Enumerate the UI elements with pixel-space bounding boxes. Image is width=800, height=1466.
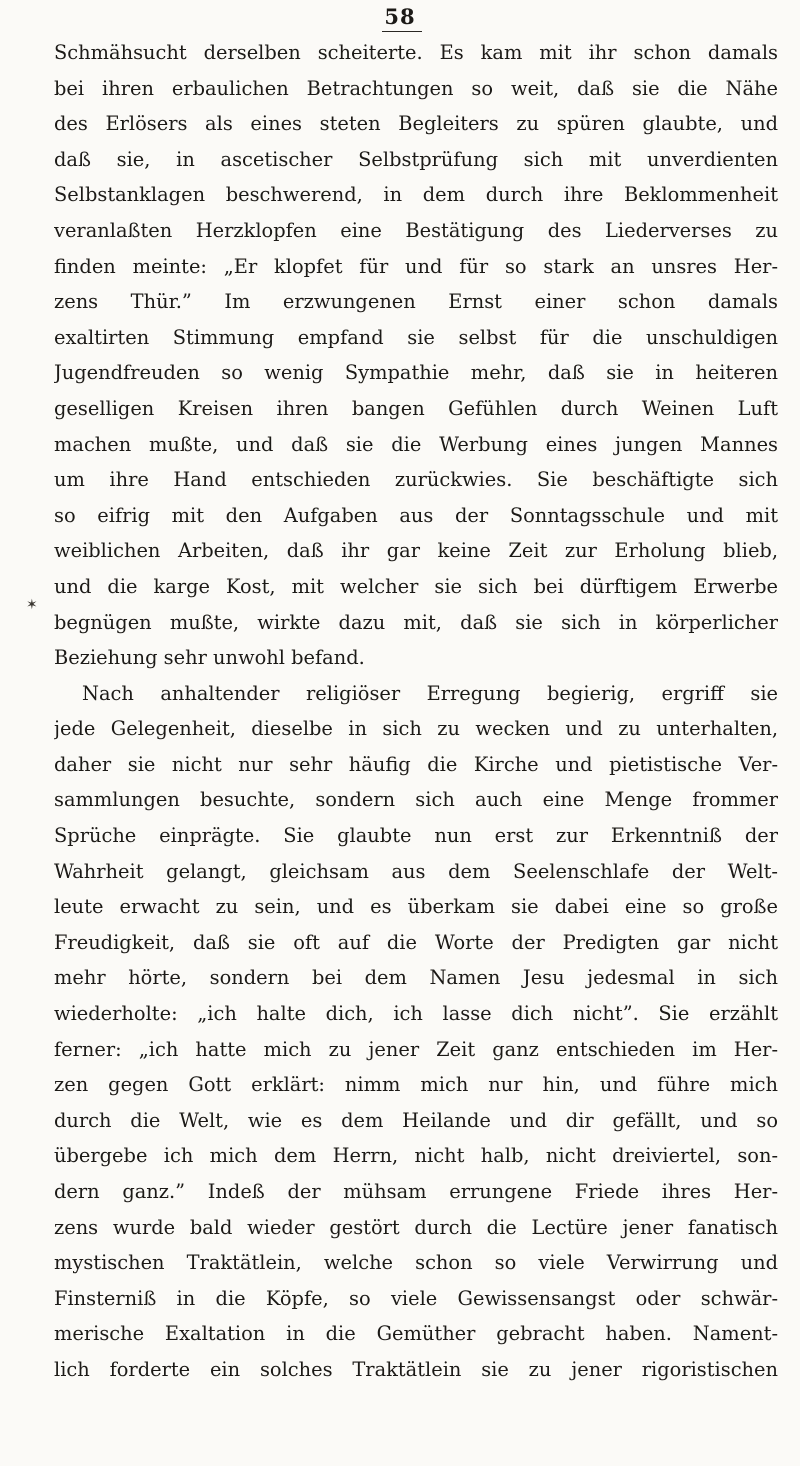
text-line: daher sie nicht nur sehr häufig die Kirche und pietistische Ver- [54,752,778,776]
text-line: exaltirten Stimmung empfand sie selbst für die unschuldigen [54,325,778,349]
text-line: Beziehung sehr unwohl befand. [54,646,365,670]
page-number: 58 [384,4,416,29]
text-line: begnügen mußte, wirkte dazu mit, daß sie sich in körperlicher [54,610,778,634]
text-line: Nach anhaltender religiöser Erregung begierig, ergriff sie [82,681,778,705]
text-line: geselligen Kreisen ihren bangen Gefühlen durch Weinen Luft [54,396,778,420]
text-line: ferner: „ich hatte mich zu jener Zeit ganz entschieden im Her- [54,1037,778,1061]
text-line: um ihre Hand entschieden zurückwies. Sie beschäftigte sich [54,468,778,492]
text-line: übergebe ich mich dem Herrn, nicht halb, nicht dreiviertel, son- [54,1144,778,1168]
text-line: durch die Welt, wie es dem Heilande und dir gefällt, und so [54,1108,778,1132]
body-text [54,35,778,1388]
text-line: Finsterniß in die Köpfe, so viele Gewissensangst oder schwär- [54,1286,778,1310]
text-line: zens wurde bald wieder gestört durch die Lectüre jener fanatisch [54,1215,778,1239]
paragraph-2 [54,676,778,1388]
text-line: zens Thür.” Im erzwungenen Ernst einer schon damals [54,290,778,314]
text-line: wiederholte: „ich halte dich, ich lasse dich nicht”. Sie erzählt [54,1002,778,1026]
text-line: dern ganz.” Indeß der mühsam errungene Friede ihres Her- [54,1180,778,1203]
text-line: lich forderte ein solches Traktätlein sie zu jener rigoristischen [54,1357,778,1381]
text-line: merische Exaltation in die Gemüther gebracht haben. Nament- [54,1322,778,1346]
text-line: mehr hörte, sondern bei dem Namen Jesu jedesmal in sich [54,966,778,990]
text-line: mystischen Traktätlein, welche schon so viele Verwirrung und [54,1251,778,1275]
paragraph-1 [54,35,778,676]
text-line: jede Gelegenheit, dieselbe in sich zu wecken und zu unterhalten, [54,717,778,741]
text-line: Selbstanklagen beschwerend, in dem durch ihre Beklommenheit [54,183,778,207]
text-line: des Erlösers als eines steten Begleiters zu spüren glaubte, und [54,112,778,136]
text-line: zen gegen Gott erklärt: nimm mich nur hin, und führe mich [54,1073,778,1097]
text-line: und die karge Kost, mit welcher sie sich bei dürftigem Erwerbe [54,574,778,598]
text-line: Freudigkeit, daß sie oft auf die Worte der Predigten gar nicht [54,930,778,954]
page-number-rule [382,31,422,32]
margin-mark: ✶ [26,597,38,613]
text-line: machen mußte, und daß sie die Werbung eines jungen Mannes [54,432,778,456]
text-line: leute erwacht zu sein, und es überkam sie dabei eine so große [54,895,778,919]
text-line: sammlungen besuchte, sondern sich auch eine Menge frommer [54,788,778,812]
text-line: bei ihren erbaulichen Betrachtungen so weit, daß sie die Nähe [54,76,778,100]
text-line: Jugendfreuden so wenig Sympathie mehr, daß sie in heiteren [54,361,778,385]
text-line: veranlaßten Herzklopfen eine Bestätigung des Liederverses zu [54,218,778,242]
text-line: so eifrig mit den Aufgaben aus der Sonntagsschule und mit [54,503,778,527]
text-line: Wahrheit gelangt, gleichsam aus dem Seelenschlafe der Welt- [54,859,778,883]
text-line: Schmähsucht derselben scheiterte. Es kam mit ihr schon damals [54,41,778,64]
text-line: weiblichen Arbeiten, daß ihr gar keine Zeit zur Erholung blieb, [54,539,778,563]
text-line: finden meinte: „Er klopfet für und für so stark an unsres Her- [54,254,778,278]
text-line: daß sie, in ascetischer Selbstprüfung sich mit unverdienten [54,147,778,171]
text-line: Sprüche einprägte. Sie glaubte nun erst zur Erkenntniß der [54,824,778,848]
